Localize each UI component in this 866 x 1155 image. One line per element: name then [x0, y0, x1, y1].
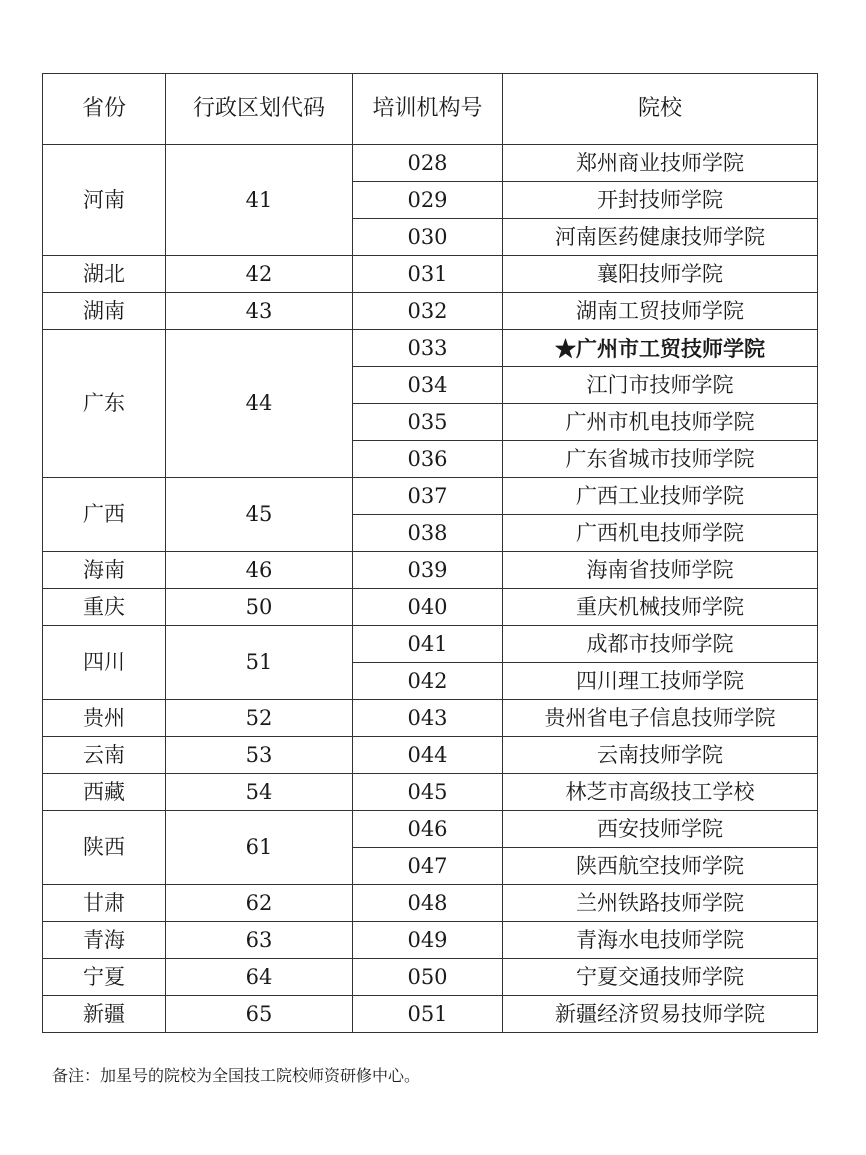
admin-code-cell: 53: [166, 737, 353, 774]
table-row: [43, 996, 818, 1033]
province-cell: 广西: [43, 478, 166, 552]
institution-number-cell: 049: [353, 922, 503, 959]
school-cell: 襄阳技师学院: [503, 256, 818, 293]
institution-number-cell: 033: [353, 330, 503, 367]
province-cell: 河南: [43, 145, 166, 256]
table-row: [43, 330, 818, 367]
table-row: [43, 700, 818, 737]
province-cell: 四川: [43, 626, 166, 700]
institution-number-cell: 032: [353, 293, 503, 330]
province-cell: 宁夏: [43, 959, 166, 996]
province-cell: 重庆: [43, 589, 166, 626]
admin-code-cell: 54: [166, 774, 353, 811]
institution-number-cell: 046: [353, 811, 503, 848]
institution-number-cell: 030: [353, 219, 503, 256]
institution-number-cell: 036: [353, 441, 503, 478]
admin-code-cell: 43: [166, 293, 353, 330]
school-cell: 四川理工技师学院: [503, 663, 818, 700]
institution-number-cell: 043: [353, 700, 503, 737]
header-admin-code: 行政区划代码: [166, 74, 353, 145]
school-cell-starred: ★广州市工贸技师学院: [503, 330, 818, 367]
admin-code-cell: 62: [166, 885, 353, 922]
admin-code-cell: 52: [166, 700, 353, 737]
school-cell: 海南省技师学院: [503, 552, 818, 589]
school-cell: 重庆机械技师学院: [503, 589, 818, 626]
institution-table: [42, 73, 818, 1033]
institution-number-cell: 029: [353, 182, 503, 219]
admin-code-cell: 64: [166, 959, 353, 996]
table-header-row: [43, 74, 818, 145]
school-cell: 西安技师学院: [503, 811, 818, 848]
institution-number-cell: 042: [353, 663, 503, 700]
institution-number-cell: 035: [353, 404, 503, 441]
school-cell: 新疆经济贸易技师学院: [503, 996, 818, 1033]
table-row: [43, 885, 818, 922]
table-row: [43, 552, 818, 589]
table-row: [43, 293, 818, 330]
footnote: 备注：加星号的院校为全国技工院校师资研修中心。: [52, 1066, 421, 1085]
province-cell: 云南: [43, 737, 166, 774]
table-row: [43, 626, 818, 663]
table-row: [43, 145, 818, 182]
admin-code-cell: 41: [166, 145, 353, 256]
school-cell: 广州市机电技师学院: [503, 404, 818, 441]
institution-number-cell: 044: [353, 737, 503, 774]
school-cell: 广西工业技师学院: [503, 478, 818, 515]
admin-code-cell: 63: [166, 922, 353, 959]
school-cell: 林芝市高级技工学校: [503, 774, 818, 811]
header-school: 院校: [503, 74, 818, 145]
institution-number-cell: 038: [353, 515, 503, 552]
table-row: [43, 774, 818, 811]
school-cell: 成都市技师学院: [503, 626, 818, 663]
table-row: [43, 478, 818, 515]
province-cell: 青海: [43, 922, 166, 959]
school-cell: 江门市技师学院: [503, 367, 818, 404]
province-cell: 湖南: [43, 293, 166, 330]
school-cell: 广西机电技师学院: [503, 515, 818, 552]
institution-number-cell: 040: [353, 589, 503, 626]
school-cell: 河南医药健康技师学院: [503, 219, 818, 256]
institution-number-cell: 031: [353, 256, 503, 293]
school-cell: 贵州省电子信息技师学院: [503, 700, 818, 737]
admin-code-cell: 61: [166, 811, 353, 885]
table-body: [43, 145, 818, 1033]
institution-number-cell: 048: [353, 885, 503, 922]
institution-number-cell: 047: [353, 848, 503, 885]
table-row: [43, 589, 818, 626]
school-cell: 开封技师学院: [503, 182, 818, 219]
school-cell: 湖南工贸技师学院: [503, 293, 818, 330]
province-cell: 甘肃: [43, 885, 166, 922]
admin-code-cell: 44: [166, 330, 353, 478]
province-cell: 湖北: [43, 256, 166, 293]
admin-code-cell: 42: [166, 256, 353, 293]
institution-number-cell: 051: [353, 996, 503, 1033]
table-row: [43, 922, 818, 959]
header-institution-number: 培训机构号: [353, 74, 503, 145]
admin-code-cell: 65: [166, 996, 353, 1033]
school-cell: 郑州商业技师学院: [503, 145, 818, 182]
school-cell: 陕西航空技师学院: [503, 848, 818, 885]
province-cell: 广东: [43, 330, 166, 478]
table-row: [43, 737, 818, 774]
header-province: 省份: [43, 74, 166, 145]
school-cell: 宁夏交通技师学院: [503, 959, 818, 996]
school-cell: 兰州铁路技师学院: [503, 885, 818, 922]
institution-number-cell: 050: [353, 959, 503, 996]
table-row: [43, 811, 818, 848]
institution-number-cell: 028: [353, 145, 503, 182]
school-cell: 广东省城市技师学院: [503, 441, 818, 478]
admin-code-cell: 51: [166, 626, 353, 700]
admin-code-cell: 46: [166, 552, 353, 589]
school-cell: 云南技师学院: [503, 737, 818, 774]
institution-number-cell: 037: [353, 478, 503, 515]
institution-number-cell: 041: [353, 626, 503, 663]
province-cell: 海南: [43, 552, 166, 589]
province-cell: 新疆: [43, 996, 166, 1033]
institution-number-cell: 039: [353, 552, 503, 589]
institution-number-cell: 034: [353, 367, 503, 404]
school-cell: 青海水电技师学院: [503, 922, 818, 959]
admin-code-cell: 50: [166, 589, 353, 626]
province-cell: 西藏: [43, 774, 166, 811]
admin-code-cell: 45: [166, 478, 353, 552]
province-cell: 贵州: [43, 700, 166, 737]
table-row: [43, 959, 818, 996]
province-cell: 陕西: [43, 811, 166, 885]
institution-number-cell: 045: [353, 774, 503, 811]
table-row: [43, 256, 818, 293]
